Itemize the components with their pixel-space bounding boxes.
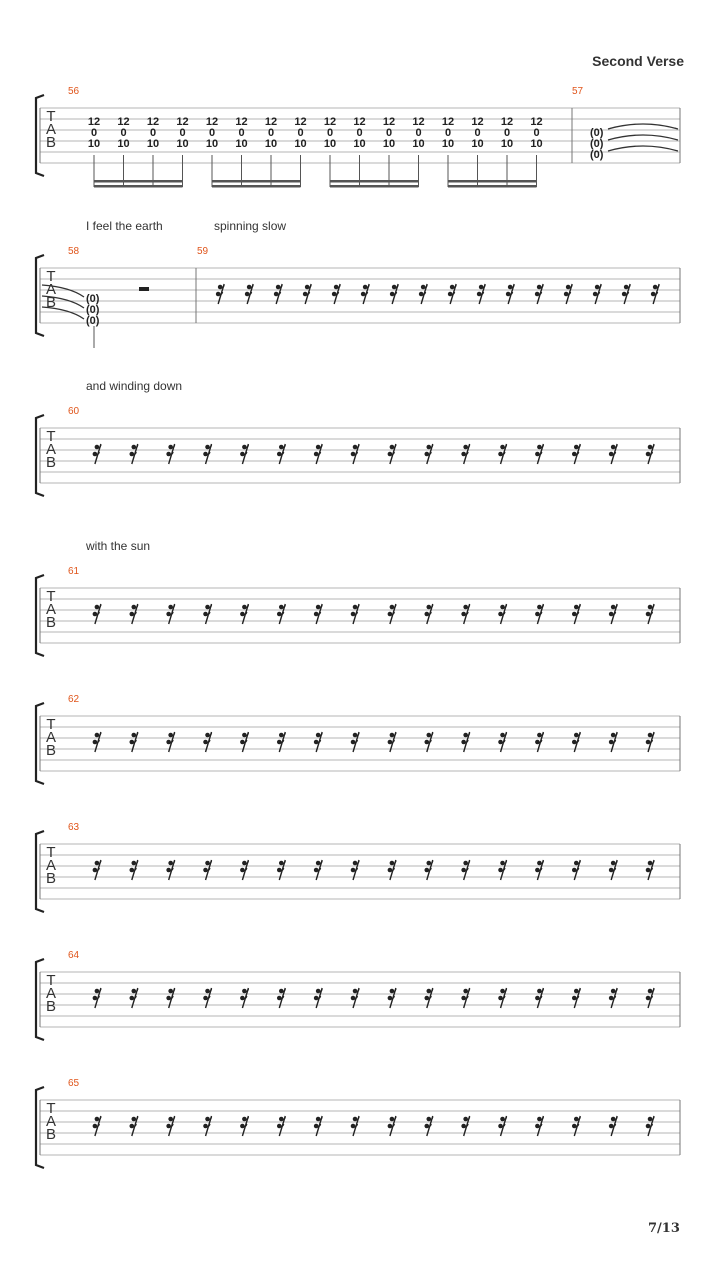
fret-number: 10 <box>500 137 514 150</box>
tab-staff <box>0 919 720 1049</box>
fret-number: 12 <box>441 115 455 128</box>
measure-number: 65 <box>68 1078 80 1089</box>
fret-number: 10 <box>117 137 130 150</box>
fret-number: 0 <box>326 126 334 139</box>
fret-number: 0 <box>208 126 216 139</box>
tab-staff <box>0 663 720 793</box>
note-beam <box>330 185 419 188</box>
fret-number: 0 <box>503 126 511 139</box>
fret-number: 0 <box>267 126 275 139</box>
fret-number: 12 <box>176 115 189 128</box>
measure-number: 64 <box>68 950 80 961</box>
fret-number: 10 <box>146 137 160 150</box>
fret-number: 0 <box>238 126 245 139</box>
measure-number: 62 <box>68 694 80 705</box>
fret-number: 12 <box>146 115 160 128</box>
note-beam <box>448 185 537 188</box>
fret-number: 10 <box>441 137 455 150</box>
tab-system-3 <box>0 375 720 505</box>
fret-number: 10 <box>264 137 278 150</box>
tab-staff <box>0 1047 720 1177</box>
tab-system-8 <box>0 1047 720 1177</box>
fret-number: 0 <box>149 126 157 139</box>
lyric-text: with the sun <box>86 539 151 553</box>
fret-number: 10 <box>353 137 366 150</box>
note-beam <box>330 180 419 183</box>
fret-number: 10 <box>412 137 425 150</box>
fret-number: 10 <box>382 137 396 150</box>
tied-fret-number: (0) <box>590 148 604 161</box>
fret-number: 0 <box>356 126 363 139</box>
tab-clef: T A B <box>45 108 56 151</box>
tab-staff <box>0 215 720 360</box>
fret-number: 0 <box>297 126 304 139</box>
measure-number: 58 <box>68 246 80 257</box>
fret-number: 12 <box>205 115 219 128</box>
fret-number: 0 <box>120 126 127 139</box>
fret-number: 0 <box>179 126 186 139</box>
tab-clef: T A B <box>45 716 56 759</box>
note-beam <box>212 180 301 183</box>
tab-staff <box>0 535 720 665</box>
fret-number: 12 <box>412 115 425 128</box>
fret-number: 12 <box>500 115 514 128</box>
measure-number: 63 <box>68 822 80 833</box>
fret-number: 12 <box>235 115 248 128</box>
fret-number: 0 <box>474 126 481 139</box>
tied-fret-number: (0) <box>590 137 604 150</box>
fret-number: 10 <box>294 137 307 150</box>
tab-staff <box>0 375 720 505</box>
fret-number: 10 <box>205 137 219 150</box>
tied-fret-number: (0) <box>86 303 100 316</box>
tied-fret-number: (0) <box>86 292 100 305</box>
measure-number: 60 <box>68 406 80 417</box>
tie-arc <box>608 146 678 151</box>
fret-number: 0 <box>533 126 540 139</box>
fret-number: 12 <box>294 115 307 128</box>
tab-system-1 <box>0 80 720 200</box>
lyric-text: and winding down <box>86 379 183 393</box>
tab-clef: T A B <box>45 268 56 311</box>
section-title: Second Verse <box>592 53 684 69</box>
tab-system-5 <box>0 663 720 793</box>
note-beam <box>212 185 301 188</box>
fret-number: 0 <box>385 126 393 139</box>
tied-fret-number: (0) <box>590 126 604 139</box>
note-beam <box>94 180 183 183</box>
fret-number: 12 <box>87 115 101 128</box>
tied-fret-number: (0) <box>86 314 100 327</box>
measure-number: 59 <box>197 246 209 257</box>
fret-number: 12 <box>382 115 396 128</box>
fret-number: 10 <box>176 137 189 150</box>
page-number: 7/13 <box>648 1221 680 1236</box>
tab-clef: T A B <box>45 1100 56 1143</box>
tab-clef: T A B <box>45 588 56 631</box>
tab-system-7 <box>0 919 720 1049</box>
fret-number: 10 <box>87 137 101 150</box>
tab-clef: T A B <box>45 972 56 1015</box>
tab-clef: T A B <box>45 844 56 887</box>
fret-number: 12 <box>117 115 130 128</box>
tie-arc <box>608 135 678 140</box>
fret-number: 12 <box>471 115 484 128</box>
fret-number: 0 <box>90 126 98 139</box>
tab-system-2 <box>0 215 720 360</box>
measure-number: 61 <box>68 566 80 577</box>
tab-staff <box>0 791 720 921</box>
tab-clef: T A B <box>45 428 56 471</box>
fret-number: 12 <box>264 115 278 128</box>
fret-number: 0 <box>444 126 452 139</box>
lyric-text: spinning slow <box>214 219 287 233</box>
half-rest <box>139 287 149 291</box>
note-beam <box>448 180 537 183</box>
lyric-text: I feel the earth <box>86 219 163 233</box>
tab-system-6 <box>0 791 720 921</box>
fret-number: 12 <box>530 115 543 128</box>
measure-number: 56 <box>68 86 80 97</box>
fret-number: 12 <box>323 115 337 128</box>
fret-number: 12 <box>353 115 366 128</box>
fret-number: 0 <box>415 126 422 139</box>
measure-number: 57 <box>572 86 584 97</box>
tab-system-4 <box>0 535 720 665</box>
tie-arc <box>608 124 678 129</box>
fret-number: 10 <box>530 137 543 150</box>
note-beam <box>94 185 183 188</box>
fret-number: 10 <box>471 137 484 150</box>
fret-number: 10 <box>323 137 337 150</box>
fret-number: 10 <box>235 137 248 150</box>
